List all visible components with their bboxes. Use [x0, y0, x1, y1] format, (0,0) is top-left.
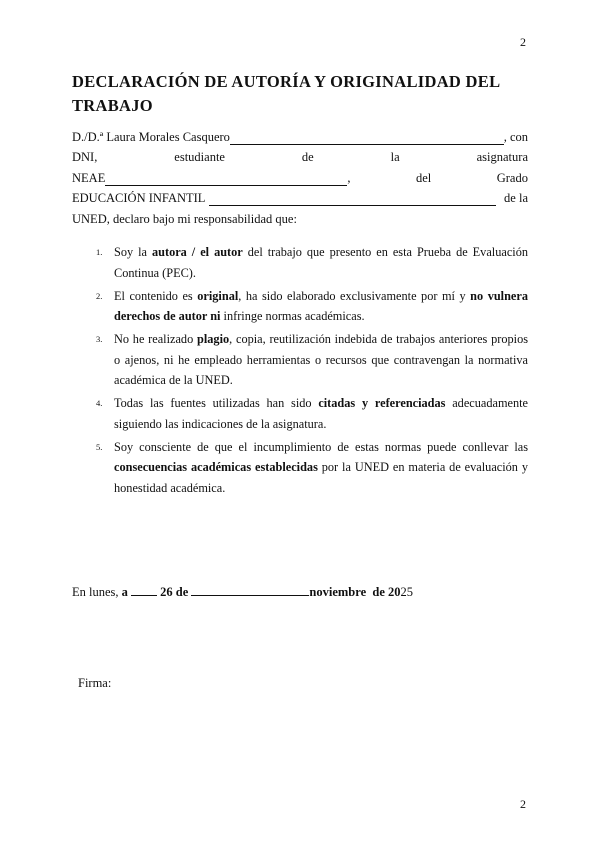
list-item	[92, 393, 528, 434]
item-text: infringe normas académicas.	[220, 309, 365, 323]
date-day: 26 de	[160, 585, 189, 599]
signature-label: Firma:	[78, 676, 112, 690]
intro-line-4	[72, 186, 528, 207]
intro-word: DNI,	[72, 150, 98, 164]
blank-line	[230, 131, 504, 145]
intro-line-1	[72, 124, 528, 145]
date-place: En lunes,	[72, 585, 119, 599]
item-number: 5.	[96, 441, 103, 452]
item-text: del trabajo que presento en esta Prueba de Evaluación Continua (PEC).	[114, 245, 528, 280]
item-text: , ha sido elaborado exclusivamente por mí y	[238, 288, 471, 303]
item-text: Todas las fuentes utilizadas han sido	[114, 396, 319, 410]
declarant-name: D./D.ª Laura Morales Casquero	[72, 129, 230, 144]
intro-word: Grado	[496, 170, 528, 185]
blank-line	[105, 172, 347, 186]
date-de: de	[372, 585, 385, 599]
item-text: , copia, reutilización indebida de trabajos anteriores propios o ajenos, ni he empleado herramientas o recursos que contravengan la normativa académica de la UNED.	[114, 332, 529, 387]
degree-name: EDUCACIÓN INFANTIL	[72, 191, 206, 205]
intro-text: ,	[347, 170, 351, 185]
item-text-bold: citadas y referenciadas	[318, 396, 446, 410]
intro-word: estudiante	[174, 150, 225, 164]
date-line	[72, 583, 413, 600]
intro-text: UNED, declaro bajo mi responsabilidad que:	[72, 211, 297, 226]
item-text: Soy la	[114, 245, 152, 259]
item-text: Soy consciente de que el incumplimiento de estas normas puede conllevar las	[114, 439, 528, 454]
list-item	[92, 286, 528, 327]
item-number: 1.	[96, 247, 103, 257]
item-text: No he realizado	[114, 332, 198, 346]
intro-word: la	[390, 150, 400, 164]
intro-text: , con	[503, 129, 528, 144]
page-number-top: 2	[520, 35, 526, 49]
intro-text: de la	[504, 191, 528, 205]
date-month: noviembre	[309, 585, 367, 599]
intro-word: del	[415, 170, 432, 185]
intro-line-3	[72, 165, 528, 186]
subject-name: NEAE	[72, 170, 106, 185]
declarant-intro	[72, 124, 528, 227]
date-year: 25	[400, 585, 413, 599]
subject-field	[72, 171, 350, 186]
blank-line	[191, 583, 309, 596]
intro-word: de	[301, 150, 314, 164]
item-text: por la UNED en materia de evaluación y honestidad académica.	[114, 460, 528, 495]
list-item	[92, 329, 528, 391]
page-title: DECLARACIÓN DE AUTORÍA Y ORIGINALIDAD DEL TRABAJO	[72, 72, 500, 115]
item-number: 3.	[96, 334, 103, 344]
date-year-bold: 20	[388, 585, 401, 599]
list-item	[92, 242, 528, 283]
item-text-bold: plagio	[197, 332, 230, 346]
intro-line-2	[72, 145, 528, 166]
item-number: 2.	[96, 290, 103, 301]
item-text: adecuadamente siguiendo las indicaciones de la asignatura.	[114, 396, 528, 431]
item-text: El contenido es	[114, 288, 198, 303]
declaration-list	[92, 242, 528, 501]
item-text-bold: original	[197, 288, 239, 303]
blank-line	[131, 583, 157, 596]
item-text-bold: no vulnera derechos de autor ni	[114, 288, 528, 323]
list-item	[92, 437, 528, 499]
item-text-bold: consecuencias académicas establecidas	[114, 460, 318, 474]
intro-word: asignatura	[476, 150, 528, 164]
item-text-bold: autora / el autor	[151, 245, 243, 259]
blank-line	[209, 192, 496, 206]
date-a: a	[121, 585, 128, 599]
item-number: 4.	[96, 398, 103, 408]
intro-line-5	[72, 206, 528, 227]
page-number-bottom: 2	[520, 797, 526, 811]
